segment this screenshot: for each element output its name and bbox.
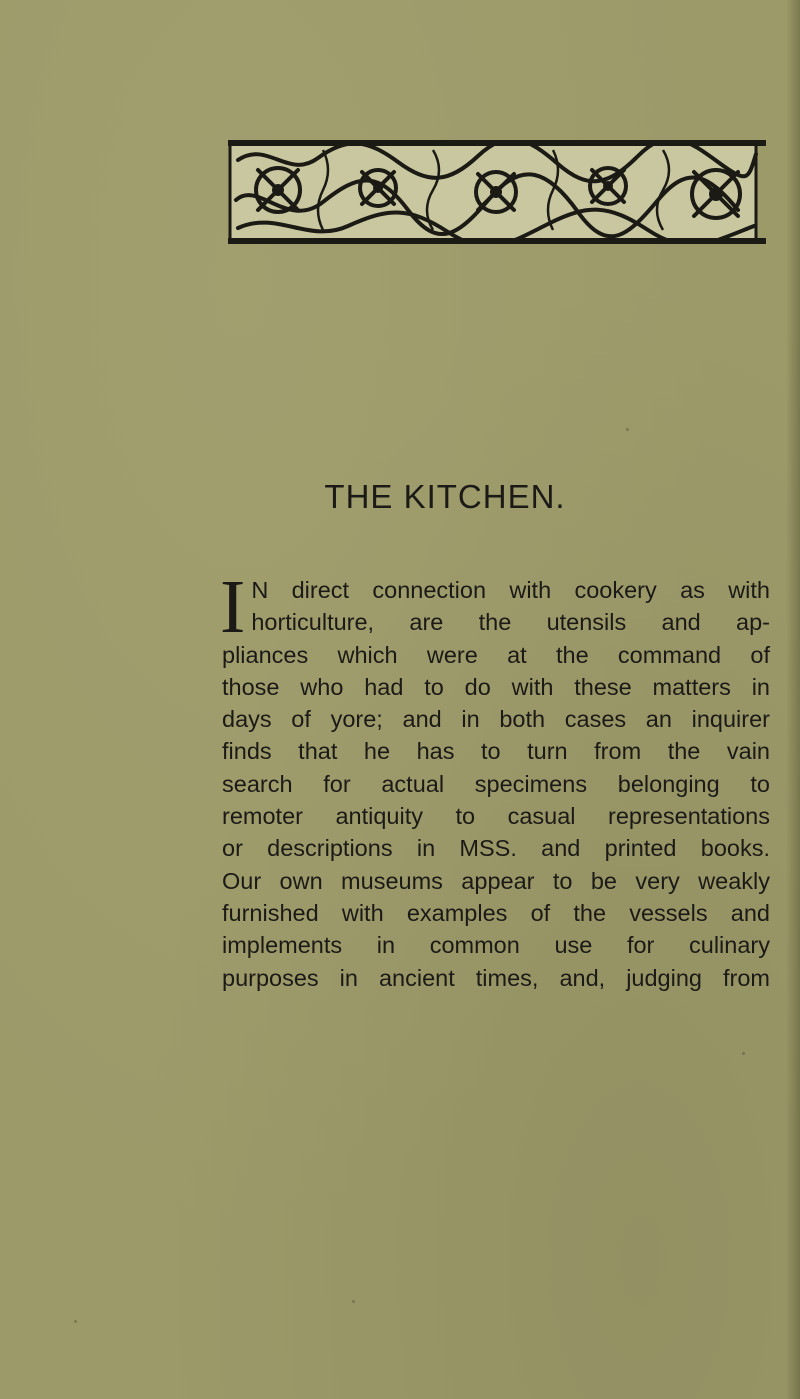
text-line: purposes in ancient times, and, judging from [222,964,770,991]
text-line: furnished with examples of the vessels and [222,899,770,926]
text-line: search for actual specimens belonging to [222,770,770,797]
text-line: implements in common use for culinary [222,932,770,959]
drop-cap: I [220,565,246,649]
page-edge-shadow [786,0,800,1399]
paper-speck [74,1320,77,1323]
paper-speck [352,1300,355,1303]
text-line: days of yore; and in both cases an inquirer [222,706,770,733]
text-line: N direct connection with cookery as with [251,577,770,603]
celtic-knotwork-ornament-icon [228,140,766,244]
body-paragraph [220,565,770,994]
text-line: those who had to do with these matters in [222,673,770,700]
chapter-title: THE KITCHEN. [324,478,566,515]
text-line: or descriptions in MSS. and printed books. [222,835,770,862]
paper-speck [626,428,629,431]
text-line: remoter antiquity to casual representations [222,803,770,830]
text-line: Our own museums appear to be very weakly [222,867,770,894]
paper-speck [742,1052,745,1055]
text-line: pliances which were at the command of [222,641,770,668]
text-line: horticulture, are the utensils and ap- [251,609,770,636]
text-line: finds that he has to turn from the vain [222,738,770,765]
